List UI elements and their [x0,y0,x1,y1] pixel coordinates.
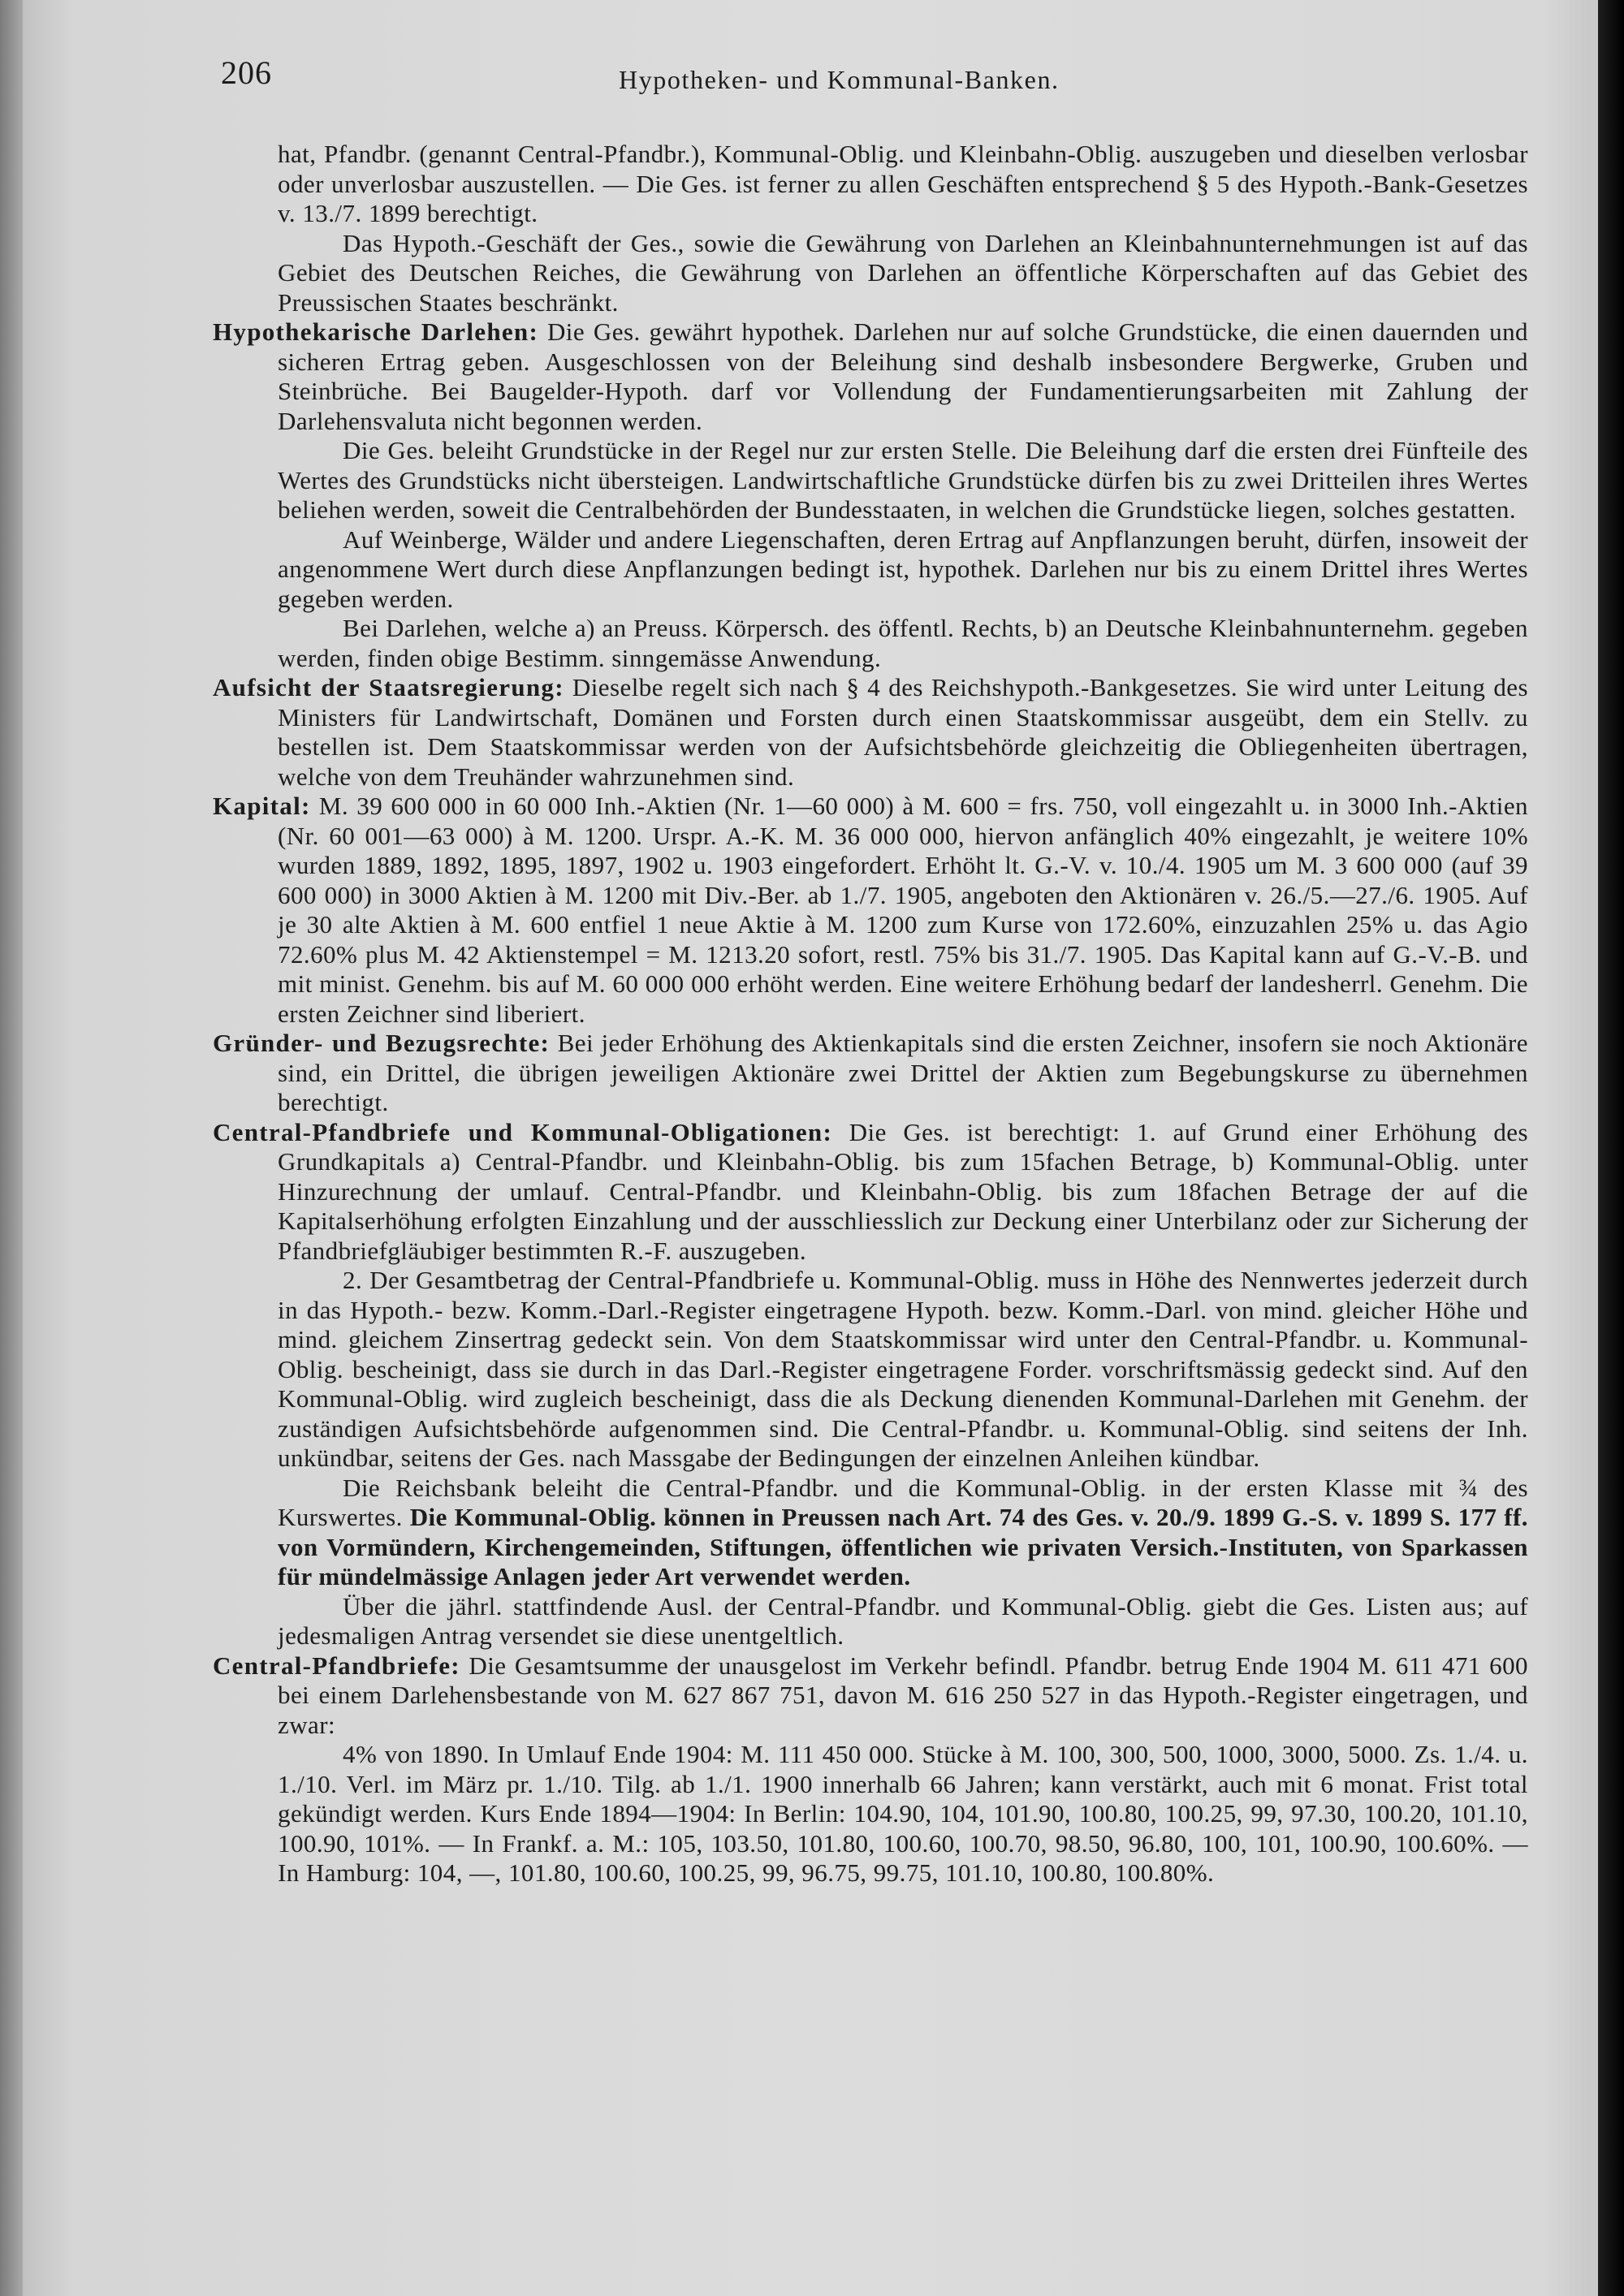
section-gruender [213,1029,1528,1118]
section-text: Bei jeder Erhöhung des Aktienkapitals sind die ersten Zeichner, insofern sie noch Aktionäre sind, ein Drittel, die übrigen jeweiligen Aktionäre zwei Drittel der Aktien zum Begebungskurse zu übernehmen berechtigt. [278,1029,1528,1116]
section-kapital [213,792,1528,1029]
running-head [213,54,1528,101]
section-heading: Kapital: [213,792,311,820]
obligationen-paragraph-4: Über die jährl. stattfindende Ausl. der Central-Pfandbr. und Kommunal-Oblig. giebt die Ges. Listen aus; auf jedesmaligen Antrag versendet sie diese unentgeltlich. [278,1591,1528,1650]
section-heading: Aufsicht der Staatsregierung: [213,673,564,701]
section-text: M. 39 600 000 in 60 000 Inh.-Aktien (Nr. 1—60 000) à M. 600 = frs. 750, voll eingezahlt u. in 3000 Inh.-Aktien (Nr. 60 001—63 000) à M. 1200. Urspr. A.-K. M. 36 000 000, hiervon anfänglich 40% eingezahlt, je weitere 10% wurden 1889, 1892, 1895, 1897, 1902 u. 1903 eingefordert. Erhöht lt. G.-V. v. 10./4. 1905 um M. 3 600 000 (auf 39 600 000) in 3000 Aktien à M. 1200 mit Div.-Ber. ab 1./7. 1905, angeboten den Aktionären v. 26./5.—27./6. 1905. Auf je 30 alte Aktien à M. 600 entfiel 1 neue Aktie à M. 1200 zum Kurse von 172.60%, einzuzahlen 25% u. das Agio 72.60% plus M. 42 Aktienstempel = M. 1213.20 sofort, restl. 75% bis 31./7. 1905. Das Kapital kann auf G.-V.-B. und mit minist. Genehm. bis auf M. 60 000 000 erhöht werden. Eine weitere Erhöhung bedarf der landesherrl. Genehm. Die ersten Zeichner sind liberiert. [278,792,1528,1028]
section-heading: Gründer- und Bezugsrechte: [213,1029,551,1057]
section-hypothek [213,317,1528,436]
page-edge [1598,0,1624,2296]
hypothek-paragraph-2: Die Ges. beleiht Grundstücke in der Regel nur zur ersten Stelle. Die Beleihung darf die ersten drei Fünfteile des Wertes des Grundstücks nicht übersteigen. Landwirtschaftliche Grundstücke dürfen bis zu zwei Dritteilen ihres Wertes beliehen werden, soweit die Centralbehörden der Bundesstaaten, in welchen die Grundstücke liegen, solches gestatten. [278,436,1528,524]
page-number: 206 [221,54,272,91]
obligationen-paragraph-2: 2. Der Gesamtbetrag der Central-Pfandbriefe u. Kommunal-Oblig. muss in Höhe des Nennwertes jederzeit durch in das Hypoth.- bezw. Komm.-Darl.-Register eingetragene Hypoth. bezw. Komm.-Darl. von mind. gleicher Höhe und mind. gleichem Zinsertrag gedeckt sein. Von dem Staatskommissar wird unter den Central-Pfandbr. u. Kommunal-Oblig. bescheinigt, dass sie durch in das Darl.-Register eingetragene Forder. vorschriftsmässig gedeckt sind. Auf den Kommunal-Oblig. wird zugleich bescheinigt, dass die als Deckung dienenden Kommunal-Darlehen mit Genehm. der zuständigen Aufsichtsbehörde aufgenommen sind. Die Central-Pfandbr. u. Kommunal-Oblig. sind seitens der Inh. unkündbar, seitens der Ges. nach Massgabe der Bedingungen der einzelnen Anleihen kündbar. [278,1266,1528,1472]
pfandbriefe-paragraph-2: 4% von 1890. In Umlauf Ende 1904: M. 111 450 000. Stücke à M. 100, 300, 500, 1000, 3000, 5000. Zs. 1./4. u. 1./10. Verl. im März pr. 1./10. Tilg. ab 1./1. 1900 innerhalb 66 Jahren; kann verstärkt, auch mit 6 monat. Frist total gekündigt werden. Kurs Ende 1894—1904: In Berlin: 104.90, 104, 101.90, 100.80, 100.25, 99, 97.30, 100.20, 101.10, 100.90, 101%. — In Frankf. a. M.: 105, 103.50, 101.80, 100.60, 100.70, 98.50, 96.80, 100, 101, 100.90, 100.60%. — In Hamburg: 104, —, 101.80, 100.60, 100.25, 99, 96.75, 99.75, 101.10, 100.80, 100.80%. [278,1740,1528,1887]
section-central-pfandbriefe [213,1651,1528,1741]
section-text: Die Ges. gewährt hypothek. Darlehen nur auf solche Grundstücke, die einen dauernden und sicheren Ertrag geben. Ausgeschlossen von der Beleihung sind deshalb insbesondere Bergwerke, Gruben und Steinbrüche. Bei Baugelder-Hypoth. darf vor Vollendung der Fundamentierungsarbeiten mit Zahlung der Darlehensvaluta nicht begonnen werden. [278,317,1528,435]
section-text: Die Gesamtsumme der unausgelost im Verkehr befindl. Pfandbr. betrug Ende 1904 M. 611 471 600 bei einem Darlehensbestande von M. 627 867 751, davon M. 616 250 527 in das Hypoth.-Register eingetragen, und zwar: [278,1651,1528,1739]
section-text: Die Ges. ist berechtigt: 1. auf Grund einer Erhöhung des Grundkapitals a) Central-Pfandbr. und Kleinbahn-Oblig. bis zum 15fachen Betrage, b) Kommunal-Oblig. unter Hinzurechnung der umlauf. Central-Pfandbr. und Kleinbahn-Oblig. bis zum 18fachen Betrage der auf die Kapitalserhöhung erfolgten Einzahlung und der ausschliesslich zur Deckung einer Unterbilanz oder zur Sicherung der Pfandbriefgläubiger bestimmten R.-F. auszugeben. [278,1117,1528,1265]
page-body [213,54,1528,1888]
plain-text: Die Reichsbank beleiht die Central-Pfandbr. und die Kommunal-Oblig. in der ersten Klasse mit ¾ des Kurswertes. [278,1473,1528,1531]
section-aufsicht [213,673,1528,792]
intro-paragraph-2: Das Hypoth.-Geschäft der Ges., sowie die Gewährung von Darlehen an Kleinbahnunternehmungen ist auf das Gebiet des Deutschen Reiches, die Gewährung von Darlehen an öffentliche Körperschaften auf das Gebiet des Preussischen Staates beschränkt. [278,228,1528,317]
section-heading: Central-Pfandbriefe: [213,1651,460,1680]
bold-text: Die Kommunal-Oblig. können in Preussen nach Art. 74 des Ges. v. 20./9. 1899 G.-S. v. 1899 S. 177 ff. von Vormündern, Kirchengemeinden, Stiftungen, öffentlichen wie privaten Versich.-Instituten, von Sparkassen für mündelmässige Anlagen jeder Art verwendet werden. [278,1503,1528,1590]
running-title: Hypotheken- und Kommunal-Banken. [619,65,1060,94]
section-heading: Central-Pfandbriefe und Kommunal-Obligationen: [213,1117,833,1146]
section-pfandbriefe-obligationen [213,1118,1528,1267]
intro-paragraph: hat, Pfandbr. (genannt Central-Pfandbr.), Kommunal-Oblig. und Kleinbahn-Oblig. auszugeben und dieselben verlosbar oder unverlosbar auszustellen. — Die Ges. ist ferner zu allen Geschäften entsprechend § 5 des Hypoth.-Bank-Gesetzes v. 13./7. 1899 berechtigt. [278,140,1528,227]
hypothek-paragraph-3: Auf Weinberge, Wälder und andere Liegenschaften, deren Ertrag auf Anpflanzungen beruht, dürfen, insoweit der angenommene Wert durch diese Anpflanzungen bedingt ist, hypothek. Darlehen nur bis zu einem Drittel ihres Wertes gegeben werden. [278,524,1528,613]
hypothek-paragraph-4: Bei Darlehen, welche a) an Preuss. Körpersch. des öffentl. Rechts, b) an Deutsche Kleinbahnunternehm. gegeben werden, finden obige Bestimm. sinngemässe Anwendung. [278,614,1528,672]
obligationen-paragraph-3 [213,1474,1528,1592]
section-heading: Hypothekarische Darlehen: [213,317,539,346]
section-text: Dieselbe regelt sich nach § 4 des Reichshypoth.-Bankgesetzes. Sie wird unter Leitung des Ministers für Landwirtschaft, Domänen und Forsten durch einen Staatskommissar ausgeübt, dem ein Stellv. zu bestellen ist. Dem Staatskommissar werden von der Aufsichtsbehörde gleichzeitig die Obliegenheiten übertragen, welche von dem Treuhänder wahrzunehmen sind. [278,673,1528,791]
binding-shadow [0,0,23,2296]
